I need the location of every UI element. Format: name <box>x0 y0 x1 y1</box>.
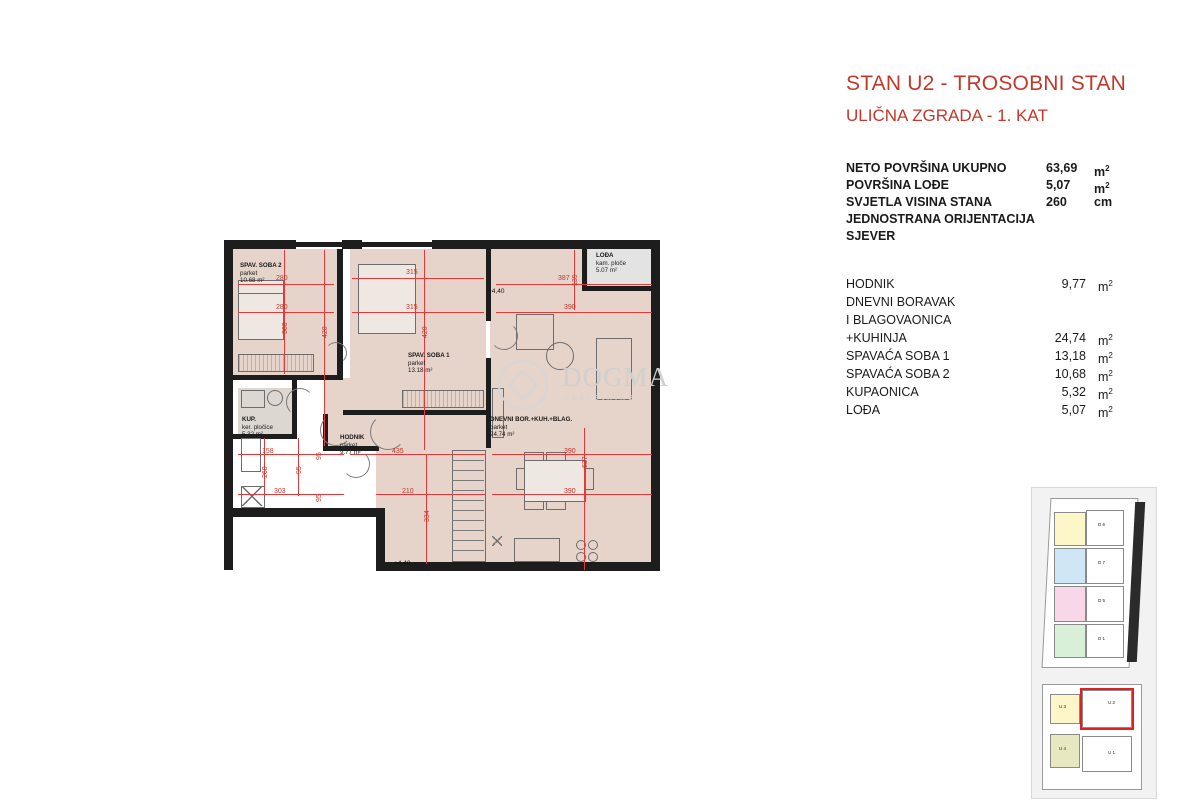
keyplan-unit-label: U 2 <box>1108 700 1116 705</box>
room-area-row <box>846 401 1156 419</box>
wall <box>376 562 660 571</box>
room-unit: $m^2$ <box>1098 405 1113 421</box>
dimension-label: 303 <box>274 488 286 495</box>
dimension-line <box>284 250 285 374</box>
room-label: SPAVAĆA SOBA 1 <box>846 349 950 363</box>
keyplan-unit-label: U 1 <box>1108 750 1116 755</box>
summary-row <box>846 194 1156 211</box>
dimension-line <box>426 454 427 564</box>
level-marker: +4,40 <box>394 560 411 567</box>
level-marker: +4,40 <box>488 288 505 295</box>
summary-row <box>846 228 1156 245</box>
dimension-line <box>238 454 344 455</box>
info-panel <box>846 72 1156 419</box>
room-name-living <box>490 416 572 439</box>
key-plan[interactable] <box>1031 487 1157 799</box>
keyplan-unit[interactable] <box>1054 512 1086 546</box>
wall <box>376 508 385 570</box>
room-area-row <box>846 365 1156 383</box>
room-value: 9,77 <box>1061 277 1086 291</box>
keyplan-unit-label: D 5 <box>1098 598 1106 603</box>
furniture-wardrobe <box>238 354 314 372</box>
wall-loggia <box>582 286 660 291</box>
keyplan-unit-label: U 4 <box>1059 746 1067 751</box>
keyplan-unit[interactable] <box>1082 736 1132 772</box>
summary-value: 63,69 <box>1046 161 1078 175</box>
page-title: STAN U2 - TROSOBNI STAN <box>846 72 1126 95</box>
room-area-row <box>846 275 1156 293</box>
summary-label: SVJETLA VISINA STANA <box>846 195 993 209</box>
keyplan-unit[interactable] <box>1054 548 1086 584</box>
room-name-text: KUP. <box>242 416 256 423</box>
dimension-label: 158 <box>262 448 274 455</box>
summary-label: JEDNOSTRANA ORIJENTACIJA <box>846 212 1035 226</box>
dimension-label: 334 <box>424 510 431 522</box>
wall <box>492 240 660 249</box>
room-finish-text: parket <box>490 423 508 431</box>
door-swing-bedroom2 <box>325 342 347 364</box>
room-area-row <box>846 347 1156 365</box>
dimension-line <box>352 278 484 279</box>
dimension-label: 210 <box>402 488 414 495</box>
stair-step <box>452 540 484 541</box>
room-finish-text: ker. pločice <box>242 423 273 431</box>
keyplan-unit[interactable] <box>1086 586 1124 622</box>
summary-unit: $m^2$ <box>1094 181 1110 197</box>
keyplan-unit[interactable] <box>1086 548 1124 584</box>
room-name-hallway <box>340 434 364 457</box>
room-name-text: HODNIK <box>340 434 365 441</box>
summary-label: SJEVER <box>846 229 896 243</box>
keyplan-highlight-box <box>1080 688 1134 730</box>
keyplan-unit[interactable] <box>1086 510 1124 546</box>
dimension-line <box>352 312 484 313</box>
room-value: 13,18 <box>1054 349 1086 363</box>
room-name-loggia <box>596 252 626 275</box>
room-area-list <box>846 275 1156 419</box>
room-area-text: 5.07 m² <box>596 267 617 275</box>
dimension-label: 280 <box>276 275 288 282</box>
room-area-text: 24.74 m² <box>490 431 515 439</box>
furniture-shower <box>241 438 261 472</box>
stair-step <box>452 550 484 551</box>
page-subtitle: ULIČNA ZGRADA - 1. KAT <box>846 106 1048 125</box>
furniture-chair <box>516 468 525 490</box>
door-swing-living <box>490 322 518 350</box>
stair-step <box>452 480 484 481</box>
stair-step <box>452 470 484 471</box>
furniture-sofa <box>596 338 632 400</box>
wall-window <box>296 242 344 247</box>
furniture-wardrobe <box>402 390 484 408</box>
furniture-sink <box>241 390 265 408</box>
summary-label: POVRŠINA LOĐE <box>846 178 950 192</box>
room-finish-text: parket <box>340 441 358 449</box>
wall <box>342 240 362 249</box>
summary-value: 5,07 <box>1046 178 1071 192</box>
door-swing-bathroom <box>286 388 314 416</box>
dimension-label: 95 <box>316 452 323 460</box>
furniture-toilet <box>267 390 283 406</box>
dimension-label: 95 <box>316 494 323 502</box>
keyplan-unit-label: D 1 <box>1098 636 1106 641</box>
dimension-label: 390 <box>564 304 576 311</box>
stair-step <box>452 500 484 501</box>
room-label: KUPAONICA <box>846 385 919 399</box>
keyplan-unit-label: D 7 <box>1098 560 1106 565</box>
dimension-label: 420 <box>322 326 329 338</box>
room-area-row <box>846 329 1156 347</box>
furniture-burner <box>588 540 598 550</box>
room-area-row <box>846 311 1156 329</box>
dimension-line <box>238 312 334 313</box>
dimension-label: 95 <box>296 466 303 474</box>
room-finish-text: parket <box>240 269 258 277</box>
room-area-text: 5.32 m² <box>242 431 263 439</box>
dimension-line <box>324 250 325 446</box>
stair-step <box>452 520 484 521</box>
furniture-round-table <box>546 342 574 370</box>
room-name-text: SPAV. SOBA 2 <box>240 262 282 269</box>
room-name-text: SPAV. SOBA 1 <box>408 352 450 359</box>
floor-plan-drawing <box>224 238 676 586</box>
room-unit: $m^2$ <box>1098 333 1113 349</box>
summary-label: NETO POVRŠINA UKUPNO <box>846 161 1007 175</box>
dimension-label: 315 <box>406 304 418 311</box>
furniture-chair <box>585 468 594 490</box>
summary-row <box>846 211 1156 228</box>
room-unit: $m^2$ <box>1098 369 1113 385</box>
dimension-line <box>496 312 652 313</box>
furniture-washer-x <box>241 486 263 506</box>
room-name-bedroom1 <box>408 352 450 375</box>
room-area-row <box>846 383 1156 401</box>
summary-row <box>846 160 1156 180</box>
room-name-bedroom2 <box>240 262 282 285</box>
dimension-label: 390 <box>564 488 576 495</box>
stair-step <box>452 530 484 531</box>
keyplan-unit-label: U 3 <box>1059 704 1067 709</box>
watermark-text: DOGMA <box>562 362 670 392</box>
room-label: LOĐA <box>846 403 881 417</box>
wall <box>224 240 233 570</box>
room-label: HODNIK <box>846 277 895 291</box>
stair-step <box>452 510 484 511</box>
furniture-armchair <box>516 314 554 350</box>
dimension-label: 387 <box>558 275 570 282</box>
wall <box>224 240 296 249</box>
room-unit: $m^2$ <box>1098 279 1113 295</box>
room-label: +KUHINJA <box>846 331 907 345</box>
dimension-label: 139 <box>572 274 579 286</box>
dimension-line <box>424 250 425 450</box>
stair-step <box>452 490 484 491</box>
dimension-line <box>584 428 585 570</box>
wall-interior <box>486 249 491 321</box>
room-value: 10,68 <box>1054 367 1086 381</box>
wall-interior <box>343 410 491 415</box>
summary-unit: $m^2$ <box>1094 164 1110 180</box>
door-swing <box>370 414 406 450</box>
room-area-text: 13.18 m² <box>408 367 433 375</box>
room-finish-text: parket <box>408 359 426 367</box>
room-name-text: LOĐA <box>596 252 614 259</box>
furniture-chair <box>524 501 544 510</box>
dimension-label: 390 <box>564 448 576 455</box>
wall <box>224 508 384 517</box>
wall-interior <box>233 375 343 380</box>
furniture-kitchen-counter <box>514 538 560 562</box>
wall-window <box>362 242 434 247</box>
room-finish-text: kam. ploče <box>596 259 626 267</box>
room-name-text: DNEVNI BOR.+KUH.+BLAG. <box>490 416 573 423</box>
furniture-chair <box>546 501 566 510</box>
keyplan-unit-label: D 6 <box>1098 522 1106 527</box>
summary-value: 260 <box>1046 195 1067 209</box>
room-unit: $m^2$ <box>1098 351 1113 367</box>
room-area-text: 10.68 m² <box>240 277 265 285</box>
room-label: I BLAGOVAONICA <box>846 313 952 327</box>
keyplan-unit[interactable] <box>1054 586 1086 622</box>
dimension-label: 637 <box>582 456 589 468</box>
room-value: 5,32 <box>1061 385 1086 399</box>
wall <box>432 240 492 249</box>
keyplan-unit[interactable] <box>1050 694 1080 724</box>
watermark-subtext: nekretnine <box>564 392 637 402</box>
room-label: SPAVAĆA SOBA 2 <box>846 367 950 381</box>
room-area-text: 9.77 m² <box>340 449 361 457</box>
dimension-line <box>350 454 486 455</box>
room-value: 5,07 <box>1061 403 1086 417</box>
stair-step <box>452 460 484 461</box>
dimension-label: 420 <box>422 326 429 338</box>
room-label: DNEVNI BORAVAK <box>846 295 956 309</box>
furniture-sink-x <box>492 536 502 546</box>
room-area-row <box>846 293 1156 311</box>
keyplan-unit[interactable] <box>1054 624 1086 658</box>
stairs <box>452 450 486 562</box>
summary-unit: cm <box>1094 195 1113 209</box>
room-value: 24,74 <box>1054 331 1086 345</box>
dimension-line <box>376 494 486 495</box>
keyplan-unit[interactable] <box>1050 734 1080 768</box>
dimension-label: 435 <box>392 448 404 455</box>
dimension-line <box>238 494 344 495</box>
keyplan-unit[interactable] <box>1086 624 1124 658</box>
dimension-label: 260 <box>262 466 269 478</box>
room-name-bathroom <box>242 416 273 439</box>
room-unit: $m^2$ <box>1098 387 1113 403</box>
furniture-burner <box>588 552 598 562</box>
summary-row <box>846 177 1156 197</box>
summary-list <box>846 160 1156 245</box>
dimension-label: 360 <box>282 322 289 334</box>
dimension-label: 280 <box>276 304 288 311</box>
dimension-label: 315 <box>406 269 418 276</box>
furniture-dining-table <box>524 460 586 502</box>
